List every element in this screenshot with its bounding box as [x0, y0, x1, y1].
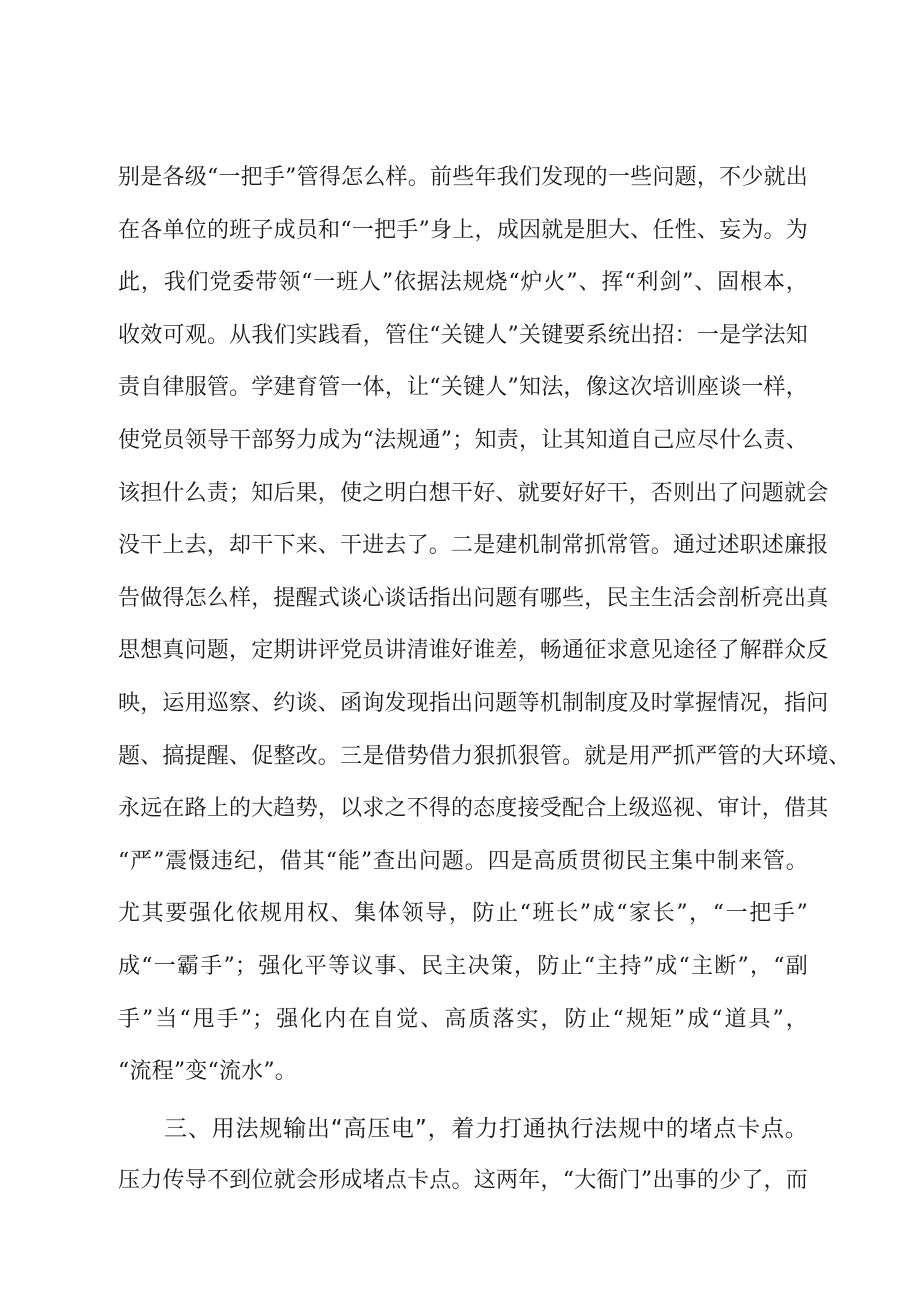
paragraph-line-3: 此，我们党委带领“一班人”依据法规烧“炉火”、挥“利剑”、固根本， — [118, 270, 808, 296]
paragraph-line-13: 永远在路上的大趋势，以求之不得的态度接受配合上级巡视、审计，借其 — [118, 796, 829, 822]
paragraph-line-4: 收效可观。从我们实践看，管住“关键人”关键要系统出招：一是学法知 — [118, 322, 808, 348]
paragraph-line-8: 没干上去，却干下来、干进去了。二是建机制常抓常管。通过述职述廉报 — [118, 533, 829, 559]
paragraph-line-11: 映，运用巡察、约谈、函询发现指出问题等机制制度及时掌握情况，指问 — [118, 690, 829, 716]
paragraph-line-15: 尤其要强化依规用权、集体领导，防止“班长”成“家长”，“一把手” — [118, 901, 808, 927]
section-heading: 三、用法规输出“高压电”，着力打通执行法规中的堵点卡点。 — [164, 1115, 808, 1142]
paragraph-line-7: 该担什么责；知后果，使之明白想干好、就要好好干，否则出了问题就会 — [118, 480, 829, 506]
paragraph-line-9: 告做得怎么样，提醒式谈心谈话指出问题有哪些，民主生活会剖析亮出真 — [118, 585, 829, 611]
paragraph-line-12: 题、搞提醒、促整改。三是借势借力狠抓狠管。就是用严抓严管的大环境、 — [118, 743, 851, 769]
paragraph-line-2: 在各单位的班子成员和“一把手”身上，成因就是胆大、任性、妄为。为 — [118, 217, 808, 243]
paragraph-line-17: 手”当“甩手”；强化内在自觉、高质落实，防止“规矩”成“道具”， — [118, 1006, 808, 1032]
paragraph-line-16: 成“一霸手”；强化平等议事、民主决策，防止“主持”成“主断”，“副 — [118, 953, 808, 979]
paragraph-line-18: “流程”变“流水”。 — [118, 1059, 297, 1085]
document-body — [118, 152, 851, 1208]
paragraph-line-1: 别是各级“一把手”管得怎么样。前些年我们发现的一些问题，不少就出 — [118, 165, 808, 190]
paragraph-line-14: “严”震慑违纪，借其“能”查出问题。四是高质贯彻民主集中制来管。 — [118, 848, 808, 874]
next-paragraph-line: 压力传导不到位就会形成堵点卡点。这两年，“大衙门”出事的少了，而 — [118, 1168, 808, 1194]
paragraph-line-10: 思想真问题，定期讲评党员讲清谁好谁差，畅通征求意见途径了解群众反 — [118, 638, 829, 664]
paragraph-line-5: 责自律服管。学建育管一体，让“关键人”知法，像这次培训座谈一样， — [118, 375, 808, 401]
paragraph-line-6: 使党员领导干部努力成为“法规通”；知责，让其知道自己应尽什么责、 — [118, 427, 808, 453]
